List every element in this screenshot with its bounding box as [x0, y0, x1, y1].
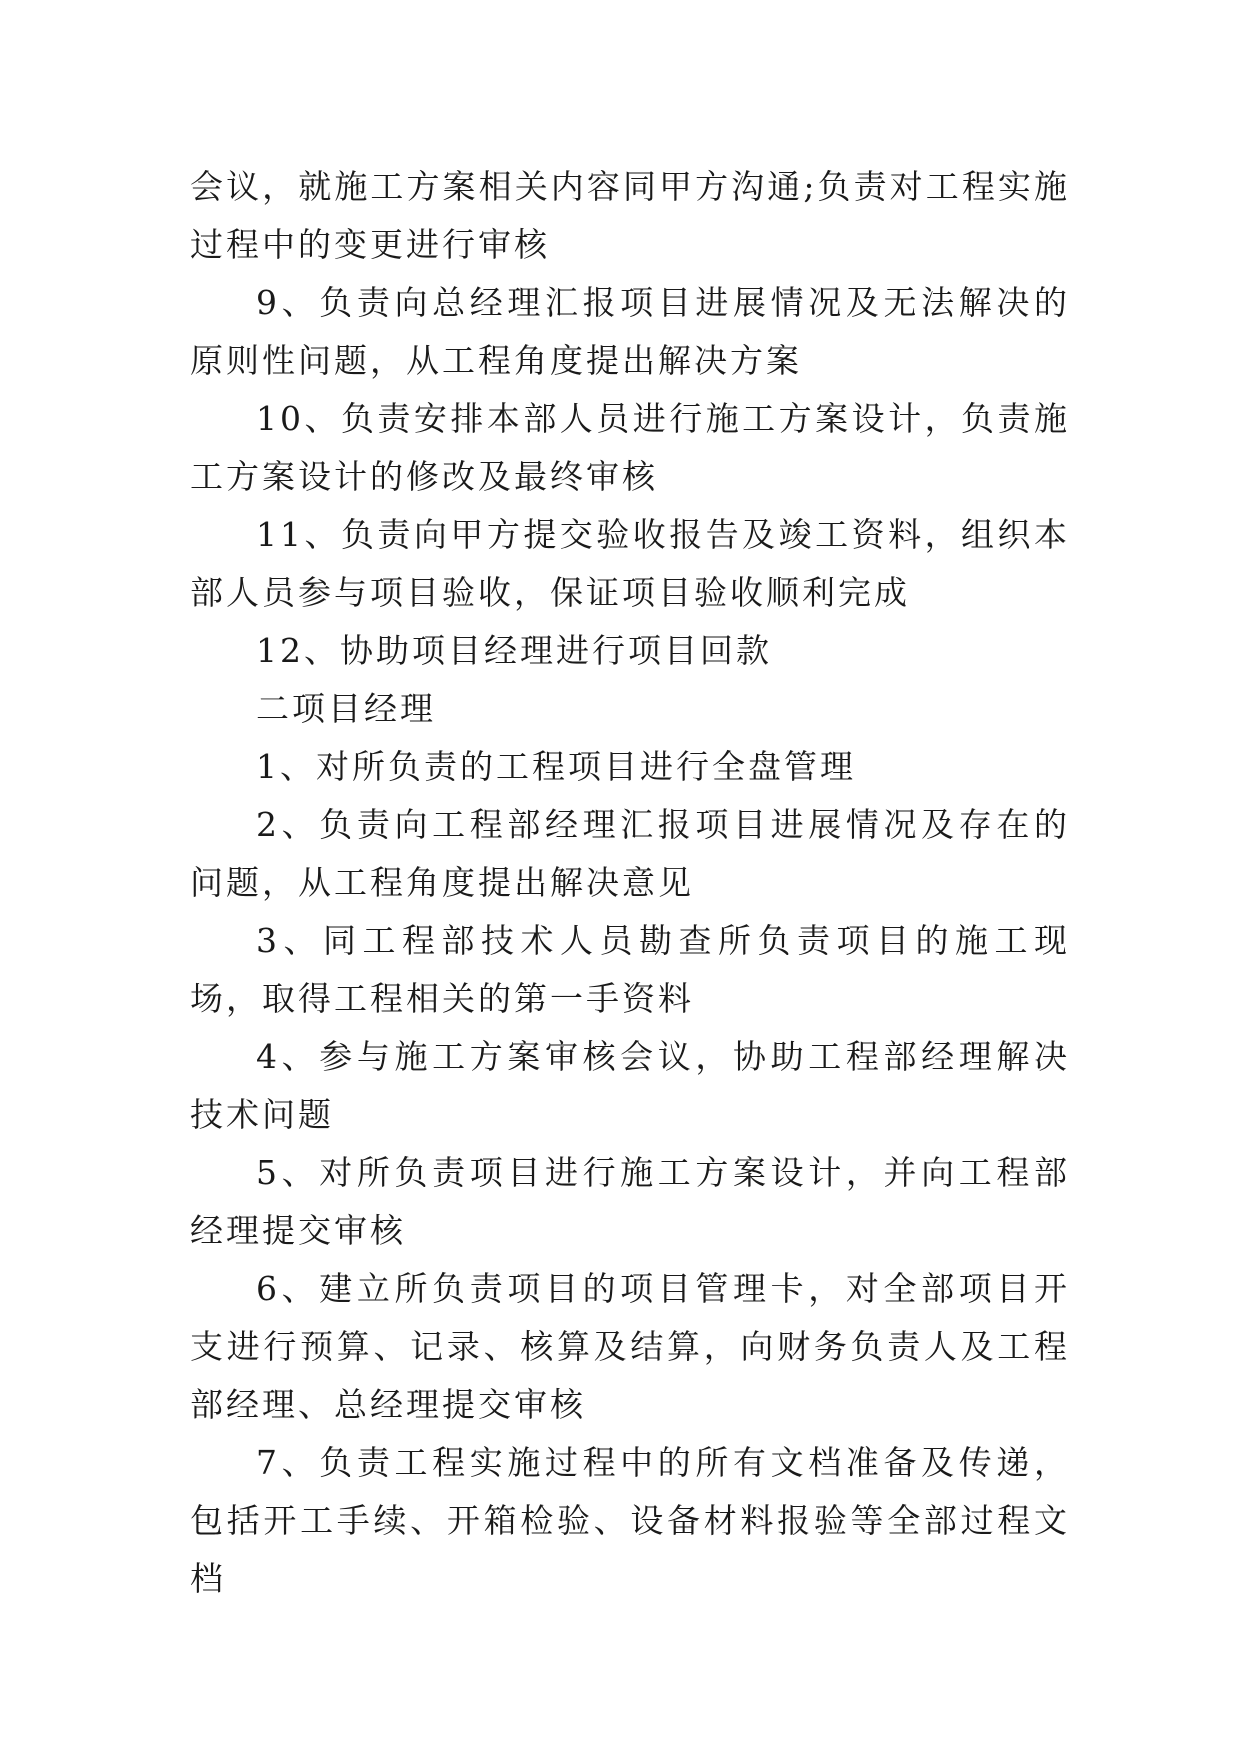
paragraph-pm-item-6: 6、建立所负责项目的项目管理卡，对全部项目开支进行预算、记录、核算及结算，向财务负责人及工程部经理、总经理提交审核	[190, 1269, 1070, 1424]
paragraph-pm-item-1: 1、对所负责的工程项目进行全盘管理	[256, 747, 856, 786]
paragraph-continuation: 会议，就施工方案相关内容同甲方沟通;负责对工程实施过程中的变更进行审核	[190, 167, 1070, 264]
section-heading-project-manager: 二项目经理	[256, 689, 436, 728]
paragraph-pm-item-5: 5、对所负责项目进行施工方案设计，并向工程部经理提交审核	[190, 1153, 1070, 1250]
paragraph-item-9: 9、负责向总经理汇报项目进展情况及无法解决的原则性问题，从工程角度提出解决方案	[190, 283, 1070, 380]
paragraph-pm-item-4: 4、参与施工方案审核会议，协助工程部经理解决技术问题	[190, 1037, 1070, 1134]
paragraph-item-12: 12、协助项目经理进行项目回款	[256, 631, 772, 670]
document-body	[190, 158, 1070, 1608]
paragraph-item-11: 11、负责向甲方提交验收报告及竣工资料，组织本部人员参与项目验收，保证项目验收顺利完成	[190, 515, 1070, 612]
paragraph-pm-item-7: 7、负责工程实施过程中的所有文档准备及传递，包括开工手续、开箱检验、设备材料报验等全部过程文档	[190, 1443, 1070, 1598]
paragraph-item-10: 10、负责安排本部人员进行施工方案设计，负责施工方案设计的修改及最终审核	[190, 399, 1070, 496]
paragraph-pm-item-2: 2、负责向工程部经理汇报项目进展情况及存在的问题，从工程角度提出解决意见	[190, 805, 1070, 902]
paragraph-pm-item-3: 3、同工程部技术人员勘查所负责项目的施工现场，取得工程相关的第一手资料	[190, 921, 1070, 1018]
